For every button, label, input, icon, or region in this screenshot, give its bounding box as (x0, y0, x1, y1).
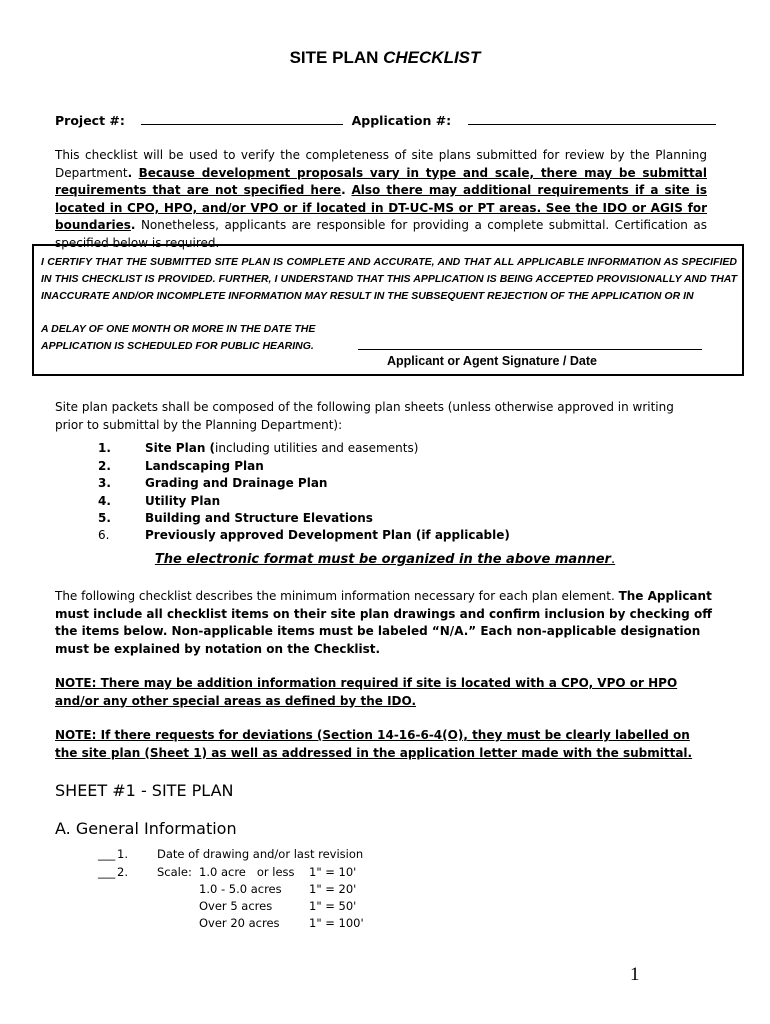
intro-paragraph (55, 147, 707, 252)
application-label: Application #: (351, 113, 452, 128)
scale-area: Over 20 acres (199, 916, 280, 930)
intro-dot-3: . (130, 218, 136, 232)
electronic-note-dot: . (610, 552, 616, 567)
plan-sheet-extra: including utilities and easements) (215, 441, 419, 455)
plan-sheet-number: 5. (98, 511, 111, 525)
plan-sheet-name: Landscaping Plan (145, 459, 264, 473)
plan-sheet-number: 3. (98, 476, 111, 490)
plan-sheet-name: Grading and Drainage Plan (145, 476, 328, 490)
item-checkbox-blank[interactable]: ___ (98, 847, 116, 861)
plan-sheet-number: 1. (98, 441, 111, 455)
scale-label: Scale: (157, 865, 192, 879)
plan-sheet-number: 6. (98, 528, 110, 542)
section-heading: A. General Information (55, 819, 237, 838)
intro-text-2: Nonetheless, applicants are responsible for providing a complete submittal. Certification as specified below is required. (55, 218, 707, 250)
page-title (0, 48, 770, 68)
certification-statement: I CERTIFY THAT THE SUBMITTED SITE PLAN IS COMPLETE AND ACCURATE, AND THAT ALL APPLICABLE INFORMATION AS SPECIFIED IN THIS CHECKLIST IS PROVIDED. FURTHER, I UNDERSTAND THAT THIS APPLICATION IS BEING ACCEPTED PROVISIONALLY AND THAT INACCURATE AND/OR INCOMPLETE INFORMATION MAY RESULT IN THE SUBSEQUENT REJECTION OF THE APPLICATION OR IN (41, 256, 737, 302)
title-italic: CHECKLIST (383, 48, 481, 67)
signature-line[interactable] (358, 349, 702, 350)
plan-sheet-name: Previously approved Development Plan (if applicable) (145, 528, 510, 542)
scale-area: 1.0 - 5.0 acres (199, 882, 282, 896)
item-number: 1. (117, 847, 128, 861)
scale-value: 1" = 10' (309, 865, 357, 879)
packets-paragraph: Site plan packets shall be composed of the following plan sheets (unless otherwise approved in writing prior to submittal by the Planning Department): (55, 400, 674, 432)
certification-line-5: A DELAY OF ONE MONTH OR MORE IN THE DATE THE (41, 323, 316, 335)
scale-value: 1" = 50' (309, 899, 357, 913)
page-number: 1 (630, 964, 640, 985)
project-number-field[interactable] (141, 112, 343, 125)
intro-dot: . (127, 165, 133, 180)
title-main: SITE PLAN (289, 48, 379, 67)
certification-line-6: APPLICATION IS SCHEDULED FOR PUBLIC HEARING. (41, 340, 314, 352)
scale-area: 1.0 acre or less (199, 865, 295, 879)
intro-underlined-2: Also there may additional requirements if a site is located in CPO, HPO, and/or VPO or if located in DT-UC-MS or PT areas. See the IDO or AGIS for boundaries (55, 183, 708, 232)
sheet-heading: SHEET #1 - SITE PLAN (55, 781, 234, 800)
scale-value: 1" = 20' (309, 882, 357, 896)
item-number: 2. (117, 865, 128, 879)
electronic-note-text: The electronic format must be organized in the above manner (154, 552, 611, 567)
checklist-paragraph (55, 588, 715, 658)
application-number-field[interactable] (468, 112, 716, 125)
note-deviations: NOTE: If there requests for deviations (Section 14-16-6-4(O), they must be clearly labelled on the site plan (Sheet 1) as well as addressed in the application letter made with the submittal. (55, 728, 693, 760)
item-text: Date of drawing and/or last revision (157, 847, 364, 861)
plan-sheet-number: 2. (98, 459, 111, 473)
plan-sheet-number: 4. (98, 494, 111, 508)
signature-label: Applicant or Agent Signature / Date (387, 354, 597, 368)
plan-sheet-name: Site Plan ( (145, 441, 216, 455)
intro-text: This checklist will be used to verify the completeness of site plans submitted for review by the Planning Department (55, 148, 707, 180)
item-checkbox-blank[interactable]: ___ (98, 865, 116, 879)
plan-sheet-name: Building and Structure Elevations (145, 511, 373, 525)
electronic-format-note (0, 552, 770, 567)
checklist-text: The following checklist describes the minimum information necessary for each plan element. (55, 589, 619, 603)
scale-area: Over 5 acres (199, 899, 273, 913)
note-overlay-zones: NOTE: There may be addition information required if site is located with a CPO, VPO or HPO and/or any other special areas as defined by the IDO. (55, 676, 678, 708)
plan-sheet-name: Utility Plan (145, 494, 221, 508)
intro-dot-2: . (341, 183, 346, 197)
intro-underlined-1: Because development proposals vary in type and scale, there may be submittal requirements that are not specified here (55, 165, 707, 197)
checklist-bold-text: The Applicant must include all checklist items on their site plan drawings and confirm inclusion by checking off the items below. Non-applicable items must be labeled “N/A.” Each non-applicable designation must be explained by notation on the Checklist. (55, 589, 712, 656)
plan-sheet-item (145, 441, 418, 455)
scale-value: 1" = 100' (309, 916, 364, 930)
project-label: Project #: (55, 113, 125, 128)
project-application-row (55, 112, 716, 128)
